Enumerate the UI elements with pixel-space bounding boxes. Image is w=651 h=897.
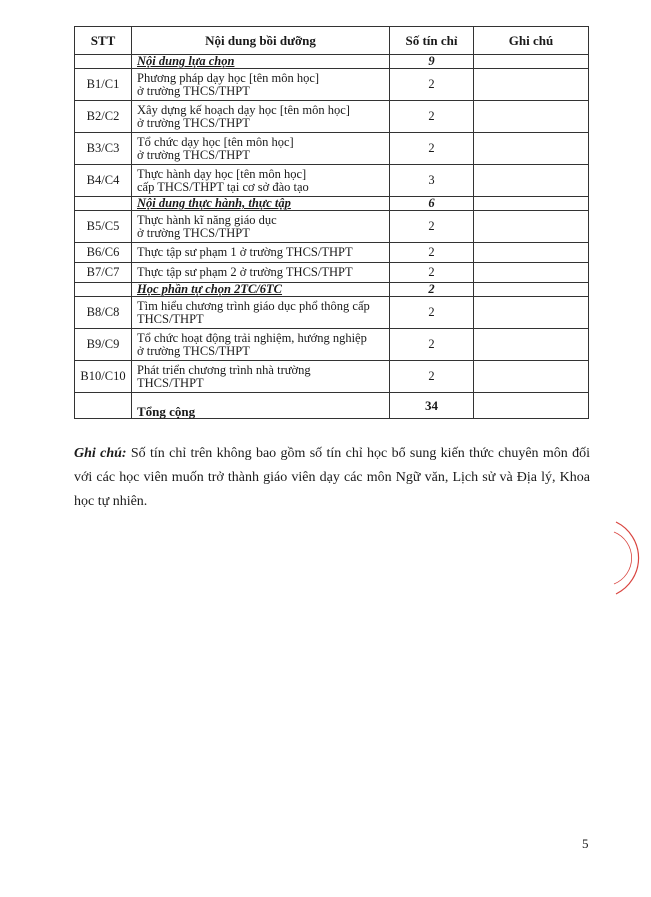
row-content: Nội dung lựa chọn xyxy=(132,55,390,69)
row-stt: B7/C7 xyxy=(75,263,132,283)
footnote-paragraph xyxy=(74,442,590,514)
row-credits: 2 xyxy=(390,133,474,165)
header-stt: STT xyxy=(75,27,132,55)
row-content xyxy=(132,243,390,263)
row-stt: B8/C8 xyxy=(75,297,132,329)
row-credits: 2 xyxy=(390,211,474,243)
row-content-line1: Tìm hiểu chương trình giáo dục phổ thông cấp xyxy=(137,298,370,313)
row-credits: 2 xyxy=(390,101,474,133)
row-content-line2: THCS/THPT xyxy=(137,375,204,390)
table-total-row xyxy=(75,393,589,419)
row-credits: 2 xyxy=(390,69,474,101)
table-row xyxy=(75,133,589,165)
row-credits: 2 xyxy=(390,329,474,361)
row-note xyxy=(474,165,589,197)
table-row xyxy=(75,263,589,283)
table-body xyxy=(75,55,589,393)
row-content: Học phần tự chọn 2TC/6TC xyxy=(132,283,390,297)
table-row xyxy=(75,329,589,361)
row-stt: B10/C10 xyxy=(75,361,132,393)
table-group-row xyxy=(75,197,589,211)
row-content-line1: Phát triển chương trình nhà trường xyxy=(137,362,311,377)
row-content xyxy=(132,361,390,393)
row-content xyxy=(132,101,390,133)
footnote-text: Số tín chỉ trên không bao gồm số tín chỉ học bổ sung kiến thức chuyên môn đối với các học viên muốn trở thành giáo viên dạy các môn Ngữ văn, Lịch sử và Địa lý, Khoa học tự nhiên. xyxy=(74,446,590,509)
row-credits: 2 xyxy=(390,243,474,263)
page-number: 5 xyxy=(582,836,589,851)
total-stt-cell xyxy=(75,393,132,419)
footnote-label: Ghi chú: xyxy=(74,446,127,461)
row-content xyxy=(132,329,390,361)
row-stt xyxy=(75,283,132,297)
row-content-line1: Thực tập sư phạm 2 ở trường THCS/THPT xyxy=(137,265,353,279)
row-credits: 2 xyxy=(390,263,474,283)
row-note xyxy=(474,283,589,297)
course-table xyxy=(74,26,589,419)
row-stt: B6/C6 xyxy=(75,243,132,263)
row-content xyxy=(132,133,390,165)
row-credits: 2 xyxy=(390,297,474,329)
row-note xyxy=(474,55,589,69)
table-row xyxy=(75,211,589,243)
table-group-row xyxy=(75,55,589,69)
row-credits: 6 xyxy=(390,197,474,211)
row-content-line2: cấp THCS/THPT tại cơ sở đào tạo xyxy=(137,179,309,194)
row-note xyxy=(474,329,589,361)
row-content-line2: ở trường THCS/THPT xyxy=(137,83,250,98)
row-content-line2: THCS/THPT xyxy=(137,311,204,326)
row-content-line1: Thực hành kĩ năng giáo dục xyxy=(137,212,277,227)
row-content-line2: ở trường THCS/THPT xyxy=(137,147,250,162)
table-row xyxy=(75,361,589,393)
row-note xyxy=(474,101,589,133)
row-content xyxy=(132,165,390,197)
header-note: Ghi chú xyxy=(474,27,589,55)
table-row xyxy=(75,69,589,101)
row-content-line1: Tổ chức hoạt động trải nghiệm, hướng nghiệp xyxy=(137,330,367,345)
row-content xyxy=(132,263,390,283)
row-credits: 2 xyxy=(390,283,474,297)
row-content-line1: Xây dựng kế hoạch dạy học [tên môn học] xyxy=(137,102,350,117)
row-note xyxy=(474,297,589,329)
row-note xyxy=(474,197,589,211)
row-note xyxy=(474,243,589,263)
table-row xyxy=(75,165,589,197)
row-content xyxy=(132,211,390,243)
row-content-line1: Phương pháp dạy học [tên môn học] xyxy=(137,70,320,85)
table-group-row xyxy=(75,283,589,297)
row-note xyxy=(474,361,589,393)
row-content-line2: ở trường THCS/THPT xyxy=(137,115,250,130)
table-row xyxy=(75,297,589,329)
row-content-line2: ở trường THCS/THPT xyxy=(137,225,250,240)
row-content-line1: Thực hành dạy học [tên môn học] xyxy=(137,166,307,181)
stamp-fragment-icon xyxy=(612,518,644,598)
row-stt: B3/C3 xyxy=(75,133,132,165)
row-stt: B4/C4 xyxy=(75,165,132,197)
row-stt xyxy=(75,55,132,69)
row-credits: 9 xyxy=(390,55,474,69)
table-row xyxy=(75,101,589,133)
row-note xyxy=(474,263,589,283)
row-stt: B9/C9 xyxy=(75,329,132,361)
row-content-line1: Tổ chức dạy học [tên môn học] xyxy=(137,134,294,149)
table-row xyxy=(75,243,589,263)
header-credits: Số tín chỉ xyxy=(390,27,474,55)
header-content: Nội dung bồi dưỡng xyxy=(132,27,390,55)
row-content-line1: Thực tập sư phạm 1 ở trường THCS/THPT xyxy=(137,245,353,259)
row-stt xyxy=(75,197,132,211)
row-note xyxy=(474,133,589,165)
row-credits: 2 xyxy=(390,361,474,393)
total-credits: 34 xyxy=(390,393,474,419)
row-content xyxy=(132,297,390,329)
row-content: Nội dung thực hành, thực tập xyxy=(132,197,390,211)
total-note-cell xyxy=(474,393,589,419)
row-stt: B2/C2 xyxy=(75,101,132,133)
row-credits: 3 xyxy=(390,165,474,197)
row-note xyxy=(474,69,589,101)
row-content-line2: ở trường THCS/THPT xyxy=(137,343,250,358)
row-stt: B5/C5 xyxy=(75,211,132,243)
row-content xyxy=(132,69,390,101)
table-header-row xyxy=(75,27,589,55)
total-label: Tổng cộng xyxy=(132,393,390,419)
row-note xyxy=(474,211,589,243)
row-stt: B1/C1 xyxy=(75,69,132,101)
